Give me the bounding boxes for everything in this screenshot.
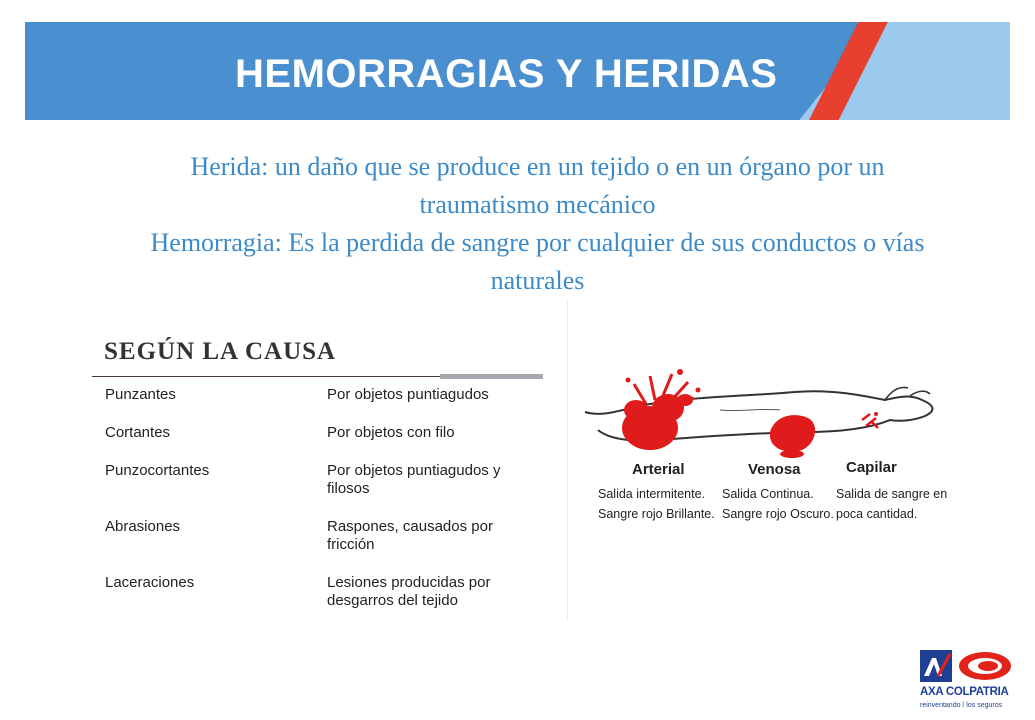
- cause-type: Abrasiones: [105, 518, 181, 535]
- cause-type: Punzantes: [105, 386, 176, 403]
- column-divider: [567, 300, 568, 620]
- bleeding-types-illustration: [580, 360, 950, 540]
- cause-type: Cortantes: [105, 424, 171, 441]
- logo-brand-text: AXA COLPATRIA: [920, 686, 1009, 698]
- cause-type: Laceraciones: [105, 574, 195, 591]
- definitions: [150, 148, 925, 300]
- venous-blood: [770, 415, 815, 458]
- arm-drawing: [580, 360, 950, 460]
- table-row: [92, 462, 547, 498]
- desc-capilar: Salida de sangre en poca cantidad.: [836, 487, 948, 521]
- heading-rule: [92, 374, 547, 382]
- cause-description: Raspones, causados por fricción: [327, 518, 493, 553]
- cause-description: Por objetos puntiagudos: [327, 386, 489, 403]
- axa-logo-icon: [920, 650, 952, 682]
- cause-table: [92, 330, 547, 610]
- table-row: [92, 518, 547, 554]
- label-venosa: Venosa: [748, 461, 801, 478]
- cause-heading: SEGÚN LA CAUSA: [104, 338, 337, 365]
- cause-description: Por objetos con filo: [327, 424, 455, 441]
- cause-type: Punzocortantes: [105, 462, 210, 479]
- label-arterial: Arterial: [632, 461, 685, 478]
- table-row: [92, 424, 547, 442]
- page-title: HEMORRAGIAS Y HERIDAS: [235, 52, 778, 96]
- colpatria-swirl-icon: [956, 650, 1014, 682]
- cause-description: Lesiones producidas por desgarros del tejido: [327, 574, 491, 609]
- table-row: [92, 386, 547, 404]
- table-row: [92, 574, 547, 610]
- definition-herida: Herida: un daño que se produce en un tejido o en un órgano por un traumatismo mecánico: [190, 152, 885, 219]
- logo-tagline: reinventando / los seguros: [920, 702, 1003, 709]
- desc-arterial: Salida intermitente. Sangre rojo Brillante.: [598, 487, 715, 521]
- definition-hemorragia: Hemorragia: Es la perdida de sangre por cualquier de sus conductos o vías naturales: [150, 228, 925, 295]
- cause-description: Por objetos puntiagudos y filosos: [327, 462, 501, 497]
- label-capilar: Capilar: [846, 459, 897, 476]
- desc-venosa: Salida Continua. Sangre rojo Oscuro.: [722, 487, 834, 521]
- axa-colpatria-logo: [920, 650, 1020, 710]
- title-banner: [25, 22, 1010, 120]
